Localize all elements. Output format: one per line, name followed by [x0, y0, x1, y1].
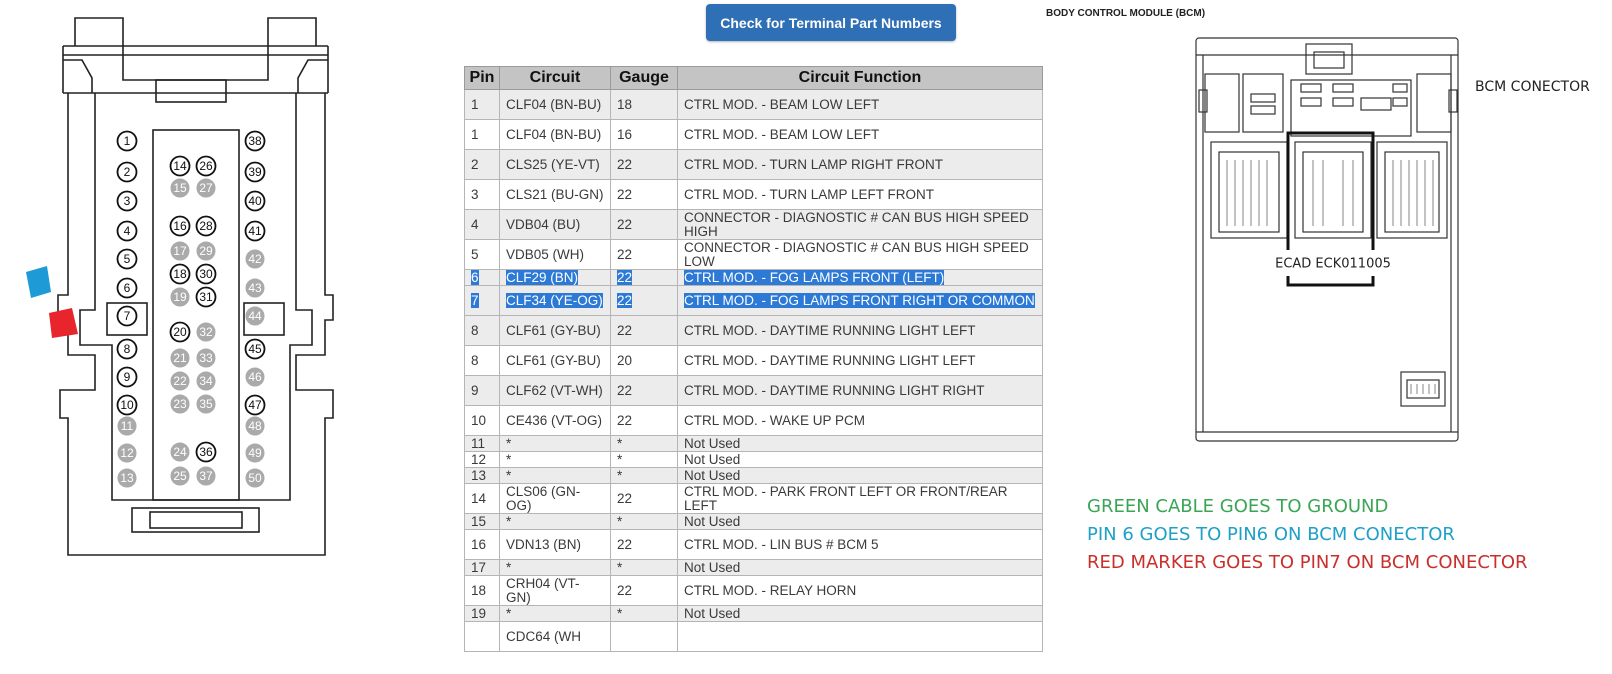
- pin-4-label: 4: [123, 224, 131, 238]
- cell-gauge-highlight: 22: [617, 269, 633, 285]
- table-row: [465, 90, 1043, 120]
- cell-gauge: [611, 622, 678, 652]
- cell-pin: 18: [465, 576, 500, 606]
- cell-gauge: [611, 270, 678, 286]
- cell-circuit-highlight: CLF29 (BN): [506, 269, 579, 285]
- cell-gauge: [611, 286, 678, 316]
- cell-gauge: 22: [611, 576, 678, 606]
- cell-gauge: 22: [611, 210, 678, 240]
- cell-function: CTRL MOD. - DAYTIME RUNNING LIGHT LEFT: [678, 346, 1043, 376]
- pin-49-label: 49: [248, 446, 262, 460]
- table-row: [465, 560, 1043, 576]
- cell-pin: 11: [465, 436, 500, 452]
- cell-gauge: 22: [611, 530, 678, 560]
- pin-17-label: 17: [173, 244, 187, 258]
- pin-8-label: 8: [123, 342, 131, 356]
- table-row: [465, 622, 1043, 652]
- note-red-marker: RED MARKER GOES TO PIN7 ON BCM CONECTOR: [1087, 552, 1528, 573]
- pin-48-label: 48: [248, 419, 262, 433]
- cell-gauge: 22: [611, 180, 678, 210]
- cell-function: Not Used: [678, 452, 1043, 468]
- cell-pin: 5: [465, 240, 500, 270]
- cell-pin: 12: [465, 452, 500, 468]
- cell-function: CONNECTOR - DIAGNOSTIC # CAN BUS HIGH SPEED LOW: [678, 240, 1043, 270]
- cell-gauge: 20: [611, 346, 678, 376]
- pin-31-label: 31: [199, 290, 213, 304]
- cell-circuit: CLS21 (BU-GN): [500, 180, 611, 210]
- cell-circuit-highlight: CLF34 (YE-OG): [506, 292, 603, 308]
- cell-pin: 9: [465, 376, 500, 406]
- cell-pin: [465, 622, 500, 652]
- pin-35-label: 35: [199, 397, 213, 411]
- pin-5-label: 5: [123, 252, 131, 266]
- table-row: [465, 240, 1043, 270]
- pinout-table: [464, 66, 1043, 652]
- red-marker: [49, 308, 78, 338]
- table-row: [465, 436, 1043, 452]
- table-row: [465, 376, 1043, 406]
- cell-function: Not Used: [678, 560, 1043, 576]
- cell-function: CTRL MOD. - DAYTIME RUNNING LIGHT RIGHT: [678, 376, 1043, 406]
- table-row: [465, 514, 1043, 530]
- pin-46-label: 46: [248, 370, 262, 384]
- table-row: [465, 452, 1043, 468]
- pin-19-label: 19: [173, 290, 187, 304]
- pin-6-label: 6: [123, 281, 131, 295]
- table-row: [465, 484, 1043, 514]
- cell-pin: 8: [465, 346, 500, 376]
- cell-pin: 14: [465, 484, 500, 514]
- pin-41-label: 41: [248, 224, 262, 238]
- cell-function: [678, 270, 1043, 286]
- cell-circuit: CLF61 (GY-BU): [500, 346, 611, 376]
- table-row: [465, 316, 1043, 346]
- cell-circuit: *: [500, 468, 611, 484]
- bcm-side-label: BCM CONECTOR: [1475, 79, 1590, 95]
- check-terminal-part-numbers-button[interactable]: Check for Terminal Part Numbers: [706, 4, 956, 41]
- pin-45-label: 45: [248, 342, 262, 356]
- table-row: [465, 576, 1043, 606]
- pin-24-label: 24: [173, 445, 187, 459]
- pin-21-label: 21: [173, 351, 187, 365]
- table-row: [465, 120, 1043, 150]
- cell-pin: 16: [465, 530, 500, 560]
- cell-pin: [465, 270, 500, 286]
- table-row: [465, 286, 1043, 316]
- cell-gauge: 18: [611, 90, 678, 120]
- cell-pin: 19: [465, 606, 500, 622]
- cell-pin: 1: [465, 90, 500, 120]
- cell-circuit: VDB05 (WH): [500, 240, 611, 270]
- table-row: [465, 406, 1043, 436]
- cell-circuit: [500, 286, 611, 316]
- pin-10-label: 10: [120, 398, 134, 412]
- cell-gauge: *: [611, 560, 678, 576]
- cell-circuit: CDC64 (WH: [500, 622, 611, 652]
- table-row: [465, 606, 1043, 622]
- pin-20-label: 20: [173, 325, 187, 339]
- cyan-marker: [26, 266, 51, 298]
- cell-gauge: *: [611, 468, 678, 484]
- pin-7-label: 7: [123, 309, 131, 323]
- pin-39-label: 39: [248, 165, 262, 179]
- pin-16-label: 16: [173, 219, 187, 233]
- cell-function: CTRL MOD. - BEAM LOW LEFT: [678, 120, 1043, 150]
- cell-circuit: *: [500, 452, 611, 468]
- cell-circuit: *: [500, 436, 611, 452]
- connector-pinout-diagram: [0, 0, 345, 620]
- cell-circuit: CLS25 (YE-VT): [500, 150, 611, 180]
- pin-1-label: 1: [123, 134, 131, 148]
- cell-pin: 8: [465, 316, 500, 346]
- pin-13-label: 13: [120, 471, 134, 485]
- pin-50-label: 50: [248, 471, 262, 485]
- cell-circuit: VDN13 (BN): [500, 530, 611, 560]
- cell-function: [678, 286, 1043, 316]
- cell-gauge: 22: [611, 406, 678, 436]
- pin-28-label: 28: [199, 219, 213, 233]
- cell-circuit: *: [500, 560, 611, 576]
- pin-3-label: 3: [123, 194, 131, 208]
- cell-gauge: 22: [611, 484, 678, 514]
- pin-40-label: 40: [248, 194, 262, 208]
- cell-function: CTRL MOD. - TURN LAMP LEFT FRONT: [678, 180, 1043, 210]
- cell-pin: 17: [465, 560, 500, 576]
- cell-gauge: 16: [611, 120, 678, 150]
- cell-function: Not Used: [678, 436, 1043, 452]
- bcm-diagram: [1043, 0, 1612, 470]
- pin-27-label: 27: [199, 181, 213, 195]
- cell-pin: 2: [465, 150, 500, 180]
- note-pin6: PIN 6 GOES TO PIN6 ON BCM CONECTOR: [1087, 524, 1455, 545]
- table-row: [465, 346, 1043, 376]
- pin-18-label: 18: [173, 267, 187, 281]
- cell-gauge: 22: [611, 376, 678, 406]
- table-row: [465, 270, 1043, 286]
- cell-pin: 1: [465, 120, 500, 150]
- table-row: [465, 150, 1043, 180]
- cell-function: CTRL MOD. - DAYTIME RUNNING LIGHT LEFT: [678, 316, 1043, 346]
- table-row: [465, 530, 1043, 560]
- pin-25-label: 25: [173, 469, 187, 483]
- cell-gauge-highlight: 22: [617, 292, 633, 308]
- pin-26-label: 26: [199, 159, 213, 173]
- pin-34-label: 34: [199, 374, 213, 388]
- cell-function: CTRL MOD. - LIN BUS # BCM 5: [678, 530, 1043, 560]
- table-row: [465, 210, 1043, 240]
- pin-14-label: 14: [173, 159, 187, 173]
- cell-circuit: CLF61 (GY-BU): [500, 316, 611, 346]
- table-header-row: [465, 67, 1043, 90]
- header-circuit-function: Circuit Function: [678, 67, 1043, 90]
- cell-function-highlight: CTRL MOD. - FOG LAMPS FRONT RIGHT OR COMMON: [684, 292, 1035, 308]
- table-row: [465, 468, 1043, 484]
- cell-function: Not Used: [678, 468, 1043, 484]
- cell-function: CONNECTOR - DIAGNOSTIC # CAN BUS HIGH SPEED HIGH: [678, 210, 1043, 240]
- cell-circuit: CLF04 (BN-BU): [500, 90, 611, 120]
- pin-9-label: 9: [123, 370, 131, 384]
- cell-function: CTRL MOD. - PARK FRONT LEFT OR FRONT/REAR LEFT: [678, 484, 1043, 514]
- cell-gauge: 22: [611, 240, 678, 270]
- table-row: [465, 180, 1043, 210]
- bcm-connector-label: ECAD ECK011005: [1275, 256, 1391, 272]
- cell-pin: [465, 286, 500, 316]
- cell-function: CTRL MOD. - TURN LAMP RIGHT FRONT: [678, 150, 1043, 180]
- header-gauge: Gauge: [611, 67, 678, 90]
- pin-37-label: 37: [199, 469, 213, 483]
- pin-32-label: 32: [199, 325, 213, 339]
- bcm-title: BODY CONTROL MODULE (BCM): [1046, 8, 1206, 19]
- cell-function: CTRL MOD. - BEAM LOW LEFT: [678, 90, 1043, 120]
- pin-44-label: 44: [248, 309, 262, 323]
- cell-circuit: CLS06 (GN-OG): [500, 484, 611, 514]
- cell-circuit: CRH04 (VT-GN): [500, 576, 611, 606]
- pin-47-label: 47: [248, 398, 262, 412]
- cell-pin: 13: [465, 468, 500, 484]
- cell-circuit: [500, 270, 611, 286]
- cell-gauge: *: [611, 606, 678, 622]
- note-green-cable: GREEN CABLE GOES TO GROUND: [1087, 496, 1389, 517]
- pin-42-label: 42: [248, 252, 262, 266]
- pinout-table-container: [464, 66, 1043, 644]
- pin-23-label: 23: [173, 397, 187, 411]
- cell-pin: 10: [465, 406, 500, 436]
- cell-function: Not Used: [678, 606, 1043, 622]
- pin-15-label: 15: [173, 181, 187, 195]
- header-pin: Pin: [465, 67, 500, 90]
- cell-function: CTRL MOD. - RELAY HORN: [678, 576, 1043, 606]
- pin-33-label: 33: [199, 351, 213, 365]
- cell-pin: 15: [465, 514, 500, 530]
- cell-function-highlight: CTRL MOD. - FOG LAMPS FRONT (LEFT): [684, 269, 945, 285]
- pin-29-label: 29: [199, 244, 213, 258]
- cell-circuit: VDB04 (BU): [500, 210, 611, 240]
- cell-pin: 3: [465, 180, 500, 210]
- cell-gauge: 22: [611, 316, 678, 346]
- cell-pin: 4: [465, 210, 500, 240]
- cell-pin-highlight: 7: [471, 292, 479, 308]
- cell-circuit: CLF04 (BN-BU): [500, 120, 611, 150]
- pin-43-label: 43: [248, 281, 262, 295]
- pin-2-label: 2: [123, 165, 131, 179]
- cell-gauge: 22: [611, 150, 678, 180]
- cell-gauge: *: [611, 436, 678, 452]
- pin-12-label: 12: [120, 446, 134, 460]
- cell-circuit: CLF62 (VT-WH): [500, 376, 611, 406]
- pin-30-label: 30: [199, 267, 213, 281]
- cell-function: Not Used: [678, 514, 1043, 530]
- cell-gauge: *: [611, 452, 678, 468]
- cell-circuit: CE436 (VT-OG): [500, 406, 611, 436]
- cell-circuit: *: [500, 606, 611, 622]
- pin-38-label: 38: [248, 134, 262, 148]
- cell-pin-highlight: 6: [471, 269, 479, 285]
- pin-22-label: 22: [173, 374, 187, 388]
- pin-36-label: 36: [199, 445, 213, 459]
- pin-11-label: 11: [120, 419, 134, 433]
- cell-gauge: *: [611, 514, 678, 530]
- cell-function: CTRL MOD. - WAKE UP PCM: [678, 406, 1043, 436]
- header-circuit: Circuit: [500, 67, 611, 90]
- cell-function: [678, 622, 1043, 652]
- cell-circuit: *: [500, 514, 611, 530]
